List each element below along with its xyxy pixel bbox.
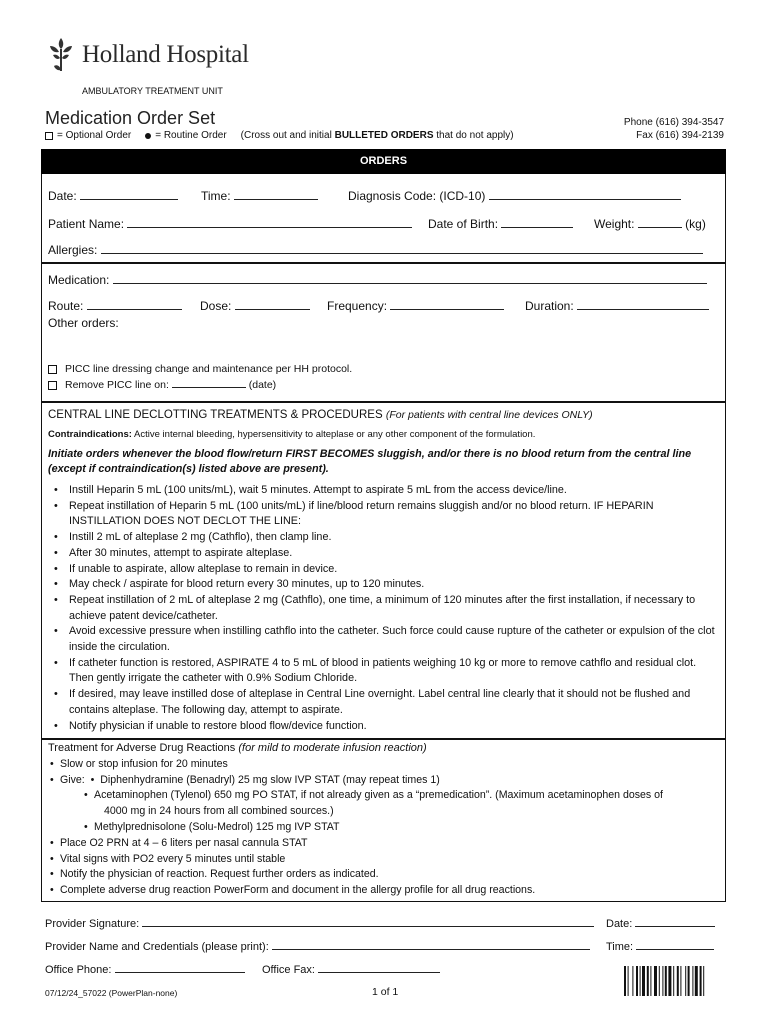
medication-field[interactable]: Medication: xyxy=(48,273,707,287)
page-number: 1 of 1 xyxy=(372,986,399,998)
barcode-bar xyxy=(703,966,704,996)
barcode-bar xyxy=(659,966,660,996)
barcode-bar xyxy=(628,966,629,996)
signature-date-field[interactable]: Date: xyxy=(606,916,715,930)
provider-signature-field[interactable]: Provider Signature: xyxy=(45,916,594,930)
list-item: • Complete adverse drug reaction PowerForm and document in the allergy profile for all drug reactions. xyxy=(48,883,723,899)
legend-note: (Cross out and initial BULLETED ORDERS that do not apply) xyxy=(240,130,514,141)
duration-field[interactable]: Duration: xyxy=(525,299,709,313)
office-fax-field[interactable]: Office Fax: xyxy=(262,962,440,976)
divider xyxy=(41,401,726,403)
barcode-bar xyxy=(673,966,674,996)
barcode-bar xyxy=(685,966,686,996)
barcode-bar xyxy=(650,966,651,996)
list-item: • Give: • Diphenhydramine (Benadryl) 25 mg slow IVP STAT (may repeat times 1) xyxy=(48,773,723,789)
list-item: • Vital signs with PO2 every 5 minutes until stable xyxy=(48,852,723,868)
declotting-step: • Avoid excessive pressure when instilling cathflo into the catheter. Such force could cause rupture of the catheter or expulsion of the clot inside the circulation. xyxy=(46,624,718,655)
barcode-bar xyxy=(665,966,667,996)
barcode-bar xyxy=(680,966,681,996)
list-item: • Acetaminophen (Tylenol) 650 mg PO STAT, if not already given as a “premedication”. (Maximum acetaminophen doses of xyxy=(48,788,723,804)
provider-name-field[interactable]: Provider Name and Credentials (please print): xyxy=(45,939,590,953)
tulip-logo-icon xyxy=(44,36,78,74)
list-item: • Methylprednisolone (Solu-Medrol) 125 mg IVP STAT xyxy=(48,820,723,836)
other-orders-label: Other orders: xyxy=(48,316,119,330)
barcode-bar xyxy=(642,966,645,996)
legend-routine: = Routine Order xyxy=(155,130,227,141)
declotting-step: • After 30 minutes, attempt to aspirate alteplase. xyxy=(46,546,718,562)
declotting-step: • Instill 2 mL of alteplase 2 mg (Cathflo), then clamp line. xyxy=(46,530,718,546)
hospital-logo xyxy=(44,36,249,74)
phone-number: Phone (616) 394-3547 xyxy=(623,117,724,128)
barcode-icon xyxy=(624,966,727,996)
central-line-heading: CENTRAL LINE DECLOTTING TREATMENTS & PROCEDURES (For patients with central line devices ONLY) xyxy=(48,409,593,421)
initiate-instructions: Initiate orders whenever the blood flow/return FIRST BECOMES sluggish, and/or there is no blood return from the central line (except if contraindication(s) listed above are present). xyxy=(48,448,692,475)
declotting-step: • If catheter function is restored, ASPIRATE 4 to 5 mL of blood in patients weighing 10 kg or more to remove cathflo and residual clot. Then gently irrigate the catheter with 0.9% Sodium Chloride. xyxy=(46,656,718,687)
barcode-bar xyxy=(636,966,638,996)
weight-field[interactable]: Weight: (kg) xyxy=(594,217,706,231)
diagnosis-field[interactable]: Diagnosis Code: (ICD-10) xyxy=(348,189,681,203)
allergies-field[interactable]: Allergies: xyxy=(48,243,703,257)
barcode-bar xyxy=(692,966,693,996)
divider xyxy=(41,738,726,740)
list-item: • Slow or stop infusion for 20 minutes xyxy=(48,757,723,773)
declotting-step: • If unable to aspirate, allow alteplase to remain in device. xyxy=(46,562,718,578)
checkbox-icon[interactable] xyxy=(48,365,57,374)
bullet-icon xyxy=(145,133,151,139)
dose-field[interactable]: Dose: xyxy=(200,299,310,313)
adverse-heading: Treatment for Adverse Drug Reactions (for mild to moderate infusion reaction) xyxy=(48,742,427,754)
barcode-bar xyxy=(662,966,663,996)
remove-picc-item[interactable]: Remove PICC line on: (date) xyxy=(48,379,276,391)
barcode-bar xyxy=(640,966,641,996)
declotting-step: • Repeat instillation of Heparin 5 mL (100 units/mL) if line/blood return remains sluggish and/or no blood return. IF HEPARIN INSTILLATION DOES NOT DECLOT THE LINE: xyxy=(46,499,718,530)
declotting-step: • Notify physician if unable to restore blood flow/device function. xyxy=(46,719,718,735)
barcode-bar xyxy=(695,966,698,996)
route-field[interactable]: Route: xyxy=(48,299,182,313)
barcode-bar xyxy=(647,966,649,996)
declotting-step: • Instill Heparin 5 mL (100 units/mL), wait 5 minutes. Attempt to aspirate 5 mL from the access device/line. xyxy=(46,483,718,499)
checkbox-icon[interactable] xyxy=(48,381,57,390)
time-field[interactable]: Time: xyxy=(201,189,318,203)
declotting-step: • Repeat instillation of 2 mL of alteplase 2 mg (Cathflo), one time, a minimum of 120 minutes after the first installation, if necessary to achieve patent device/catheter. xyxy=(46,593,718,624)
barcode-bar xyxy=(688,966,690,996)
office-phone-field[interactable]: Office Phone: xyxy=(45,962,245,976)
picc-dressing-item[interactable]: PICC line dressing change and maintenance per HH protocol. xyxy=(48,363,352,375)
list-item: • Notify the physician of reaction. Request further orders as indicated. xyxy=(48,867,723,883)
declotting-step: • If desired, may leave instilled dose of alteplase in Central Line overnight. Label central line clearly that it should not be flushed and contains alteplase. The following day, attempt to aspirate. xyxy=(46,687,718,718)
page-title: Medication Order Set xyxy=(45,108,216,128)
org-name: Holland Hospital xyxy=(82,41,249,68)
form-code: 07/12/24_57022 (PowerPlan-none) xyxy=(45,988,178,998)
contact-info xyxy=(624,116,724,142)
order-legend xyxy=(45,130,514,141)
list-item: • Place O2 PRN at 4 – 6 liters per nasal cannula STAT xyxy=(48,836,723,852)
orders-header: ORDERS xyxy=(41,149,726,174)
dob-field[interactable]: Date of Birth: xyxy=(428,217,573,231)
barcode-bar xyxy=(624,966,626,996)
unit-name: AMBULATORY TREATMENT UNIT xyxy=(82,86,223,96)
barcode-bar xyxy=(700,966,702,996)
adverse-reaction-section xyxy=(48,741,723,899)
declotting-steps xyxy=(46,483,718,734)
contraindications: Contraindications: Active internal bleeding, hypersensitivity to alteplase or any other component of the formulation. xyxy=(48,429,536,440)
fax-number: Fax (616) 394-2139 xyxy=(636,130,724,141)
signature-time-field[interactable]: Time: xyxy=(606,939,714,953)
barcode-bar xyxy=(632,966,633,996)
declotting-step: • May check / aspirate for blood return every 30 minutes, up to 120 minutes. xyxy=(46,577,718,593)
divider xyxy=(41,262,726,264)
patient-name-field[interactable]: Patient Name: xyxy=(48,217,412,231)
date-field[interactable]: Date: xyxy=(48,189,178,203)
legend-optional: = Optional Order xyxy=(57,130,132,141)
barcode-bar xyxy=(654,966,657,996)
barcode-bar xyxy=(677,966,679,996)
checkbox-icon xyxy=(45,132,53,140)
list-item: 4000 mg in 24 hours from all combined sources.) xyxy=(104,805,334,818)
barcode-bar xyxy=(668,966,671,996)
frequency-field[interactable]: Frequency: xyxy=(327,299,504,313)
